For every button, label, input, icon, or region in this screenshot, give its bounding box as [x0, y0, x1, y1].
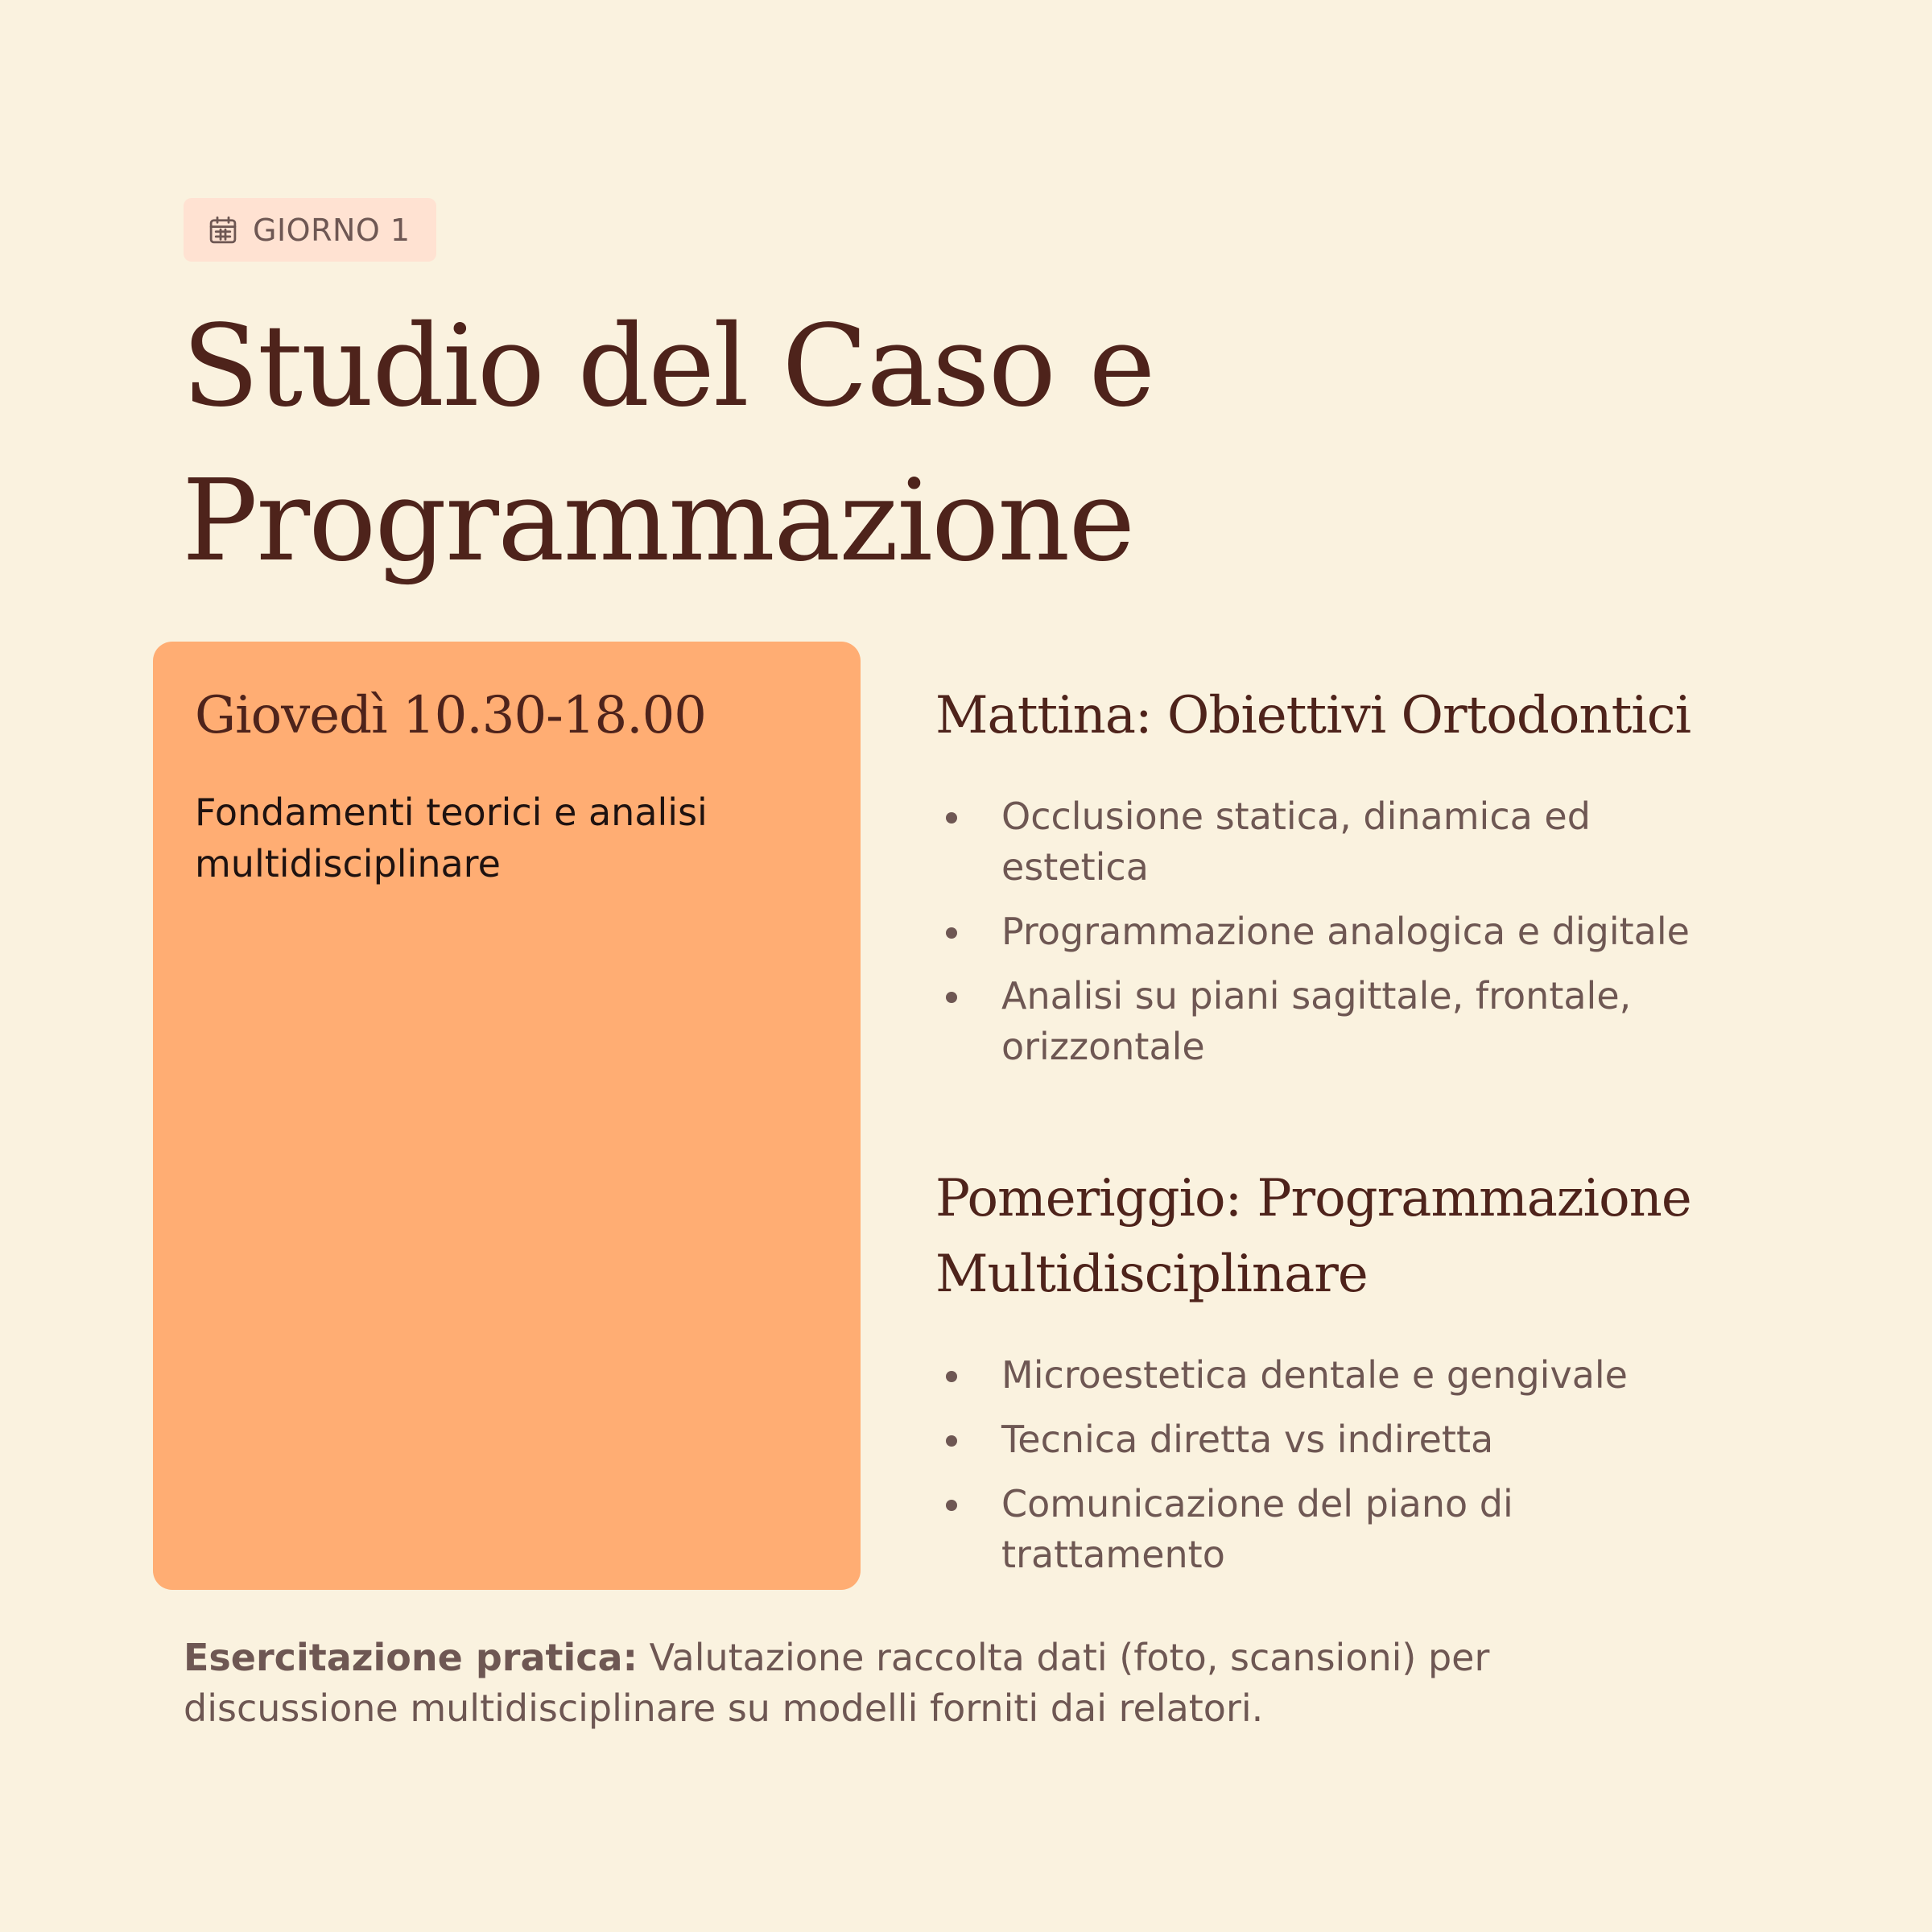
morning-list	[935, 791, 1740, 1086]
afternoon-section-title: Pomeriggio: Programmazione Multidisciplinare	[935, 1169, 1691, 1304]
calendar-icon	[206, 213, 240, 247]
schedule-time: Giovedì 10.30-18.00	[195, 686, 706, 745]
exercise-text: Valutazione raccolta dati (foto, scansioni) per discussione multidisciplinare su modelli forniti dai relatori.	[184, 1636, 1490, 1730]
list-item: Analisi su piani sagittale, frontale, orizzontale	[935, 971, 1740, 1072]
schedule-card	[153, 642, 861, 1590]
afternoon-list	[935, 1350, 1740, 1594]
list-item: Tecnica diretta vs indiretta	[935, 1414, 1740, 1465]
list-item: Occlusione statica, dinamica ed estetica	[935, 791, 1740, 893]
morning-section-title: Mattina: Obiettivi Ortodontici	[935, 686, 1691, 745]
list-item: Microestetica dentale e gengivale	[935, 1350, 1740, 1401]
schedule-description: Fondamenti teorici e analisi multidisciplinare	[195, 791, 708, 886]
list-item: Comunicazione del piano di trattamento	[935, 1479, 1740, 1580]
list-item: Programmazione analogica e digitale	[935, 906, 1740, 957]
day-badge	[184, 198, 436, 262]
exercise-label: Esercitazione pratica:	[184, 1636, 638, 1679]
page-title: Studio del Caso e Programmazione	[182, 301, 1154, 587]
day-badge-label: GIORNO 1	[253, 212, 411, 248]
exercise-note	[184, 1633, 1713, 1734]
